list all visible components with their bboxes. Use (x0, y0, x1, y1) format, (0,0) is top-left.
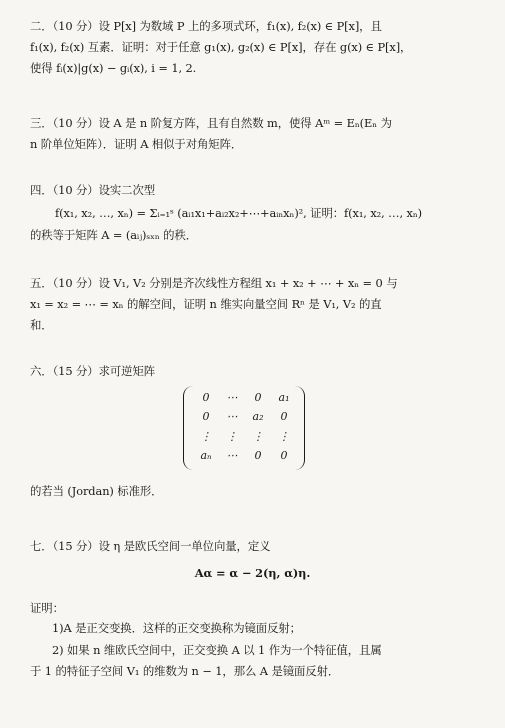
problem-5-line-3: 和． (30, 318, 53, 332)
problem-4-line-2: f(x₁, x₂, …, xₙ) = Σᵢ₌₁ˢ (aᵢ₁x₁+aᵢ₂x₂+⋯+aᵢₙxₙ)², 证明：f(x₁, x₂, …, xₙ) (55, 206, 423, 220)
problem-4-line-3: 的秩等于矩阵 A = (aᵢⱼ)ₛₓₙ 的秩． (30, 228, 198, 242)
problem-3-line-2: n 阶单位矩阵）．证明 A 相似于对角矩阵． (30, 137, 243, 151)
problem-3-line-1: 三．（10 分）设 A 是 n 阶复方阵，且有自然数 m，使得 Aᵐ = Eₙ(Eₙ 为 (30, 116, 392, 130)
problem-6-line-1: 六．（15 分）求可逆矩阵 (30, 364, 156, 378)
problem-2-line-2: f₁(x), f₂(x) 互素．证明：对于任意 g₁(x), g₂(x) ∈ P[x]，存在 g(x) ∈ P[x]， (30, 40, 412, 54)
matrix-cell: 0 (254, 391, 262, 404)
problem-7-part-1: 1)A 是正交变换．这样的正交变换称为镜面反射； (52, 621, 301, 635)
problem-7-proof-label: 证明： (30, 601, 64, 615)
matrix-cell: 0 (202, 410, 210, 423)
problem-7-line-1: 七．（15 分）设 η 是欧氏空间一单位向量，定义 (30, 539, 271, 553)
matrix-cell: 0 (280, 410, 288, 423)
matrix-cell: a₁ (278, 391, 290, 404)
matrix-left-paren (183, 386, 194, 470)
matrix-cell: ⋮ (278, 430, 290, 443)
matrix-cell: aₙ (200, 449, 212, 462)
problem-7-formula: Aα = α − 2(η, α)η. (194, 566, 311, 580)
problem-6-line-2: 的若当 (Jordan) 标准形． (30, 484, 163, 498)
problem-2-line-3: 使得 fᵢ(x)|g(x) − gᵢ(x), i = 1, 2. (30, 61, 197, 75)
matrix-cell: ⋮ (252, 430, 264, 443)
problem-5-line-1: 五．（10 分）设 V₁, V₂ 分别是齐次线性方程组 x₁ + x₂ + ⋯ + xₙ = 0 与 (30, 276, 398, 290)
matrix-right-paren (294, 386, 305, 470)
problem-2-line-1: 二．（10 分）设 P[x] 为数域 P 上的多项式环，f₁(x), f₂(x) ∈ P[x]，且 (30, 19, 382, 33)
matrix-cell: ⋯ (226, 410, 238, 423)
matrix-cell: 0 (280, 449, 288, 462)
problem-4-line-1: 四．（10 分）设实二次型 (30, 183, 156, 197)
problem-5-line-2: x₁ = x₂ = ⋯ = xₙ 的解空间，证明 n 维实向量空间 Rⁿ 是 V₁, V₂ 的直 (30, 297, 382, 311)
matrix-cell: ⋯ (226, 391, 238, 404)
matrix-cell: ⋮ (200, 430, 212, 443)
matrix-cell: ⋮ (226, 430, 238, 443)
matrix-cell: 0 (202, 391, 210, 404)
problem-7-part-2-line-2: 于 1 的特征子空间 V₁ 的维数为 n − 1，那么 A 是镜面反射． (30, 664, 340, 678)
jordan-matrix (183, 386, 305, 470)
problem-7-part-2-line-1: 2) 如果 n 维欧氏空间中，正交变换 A 以 1 作为一个特征值，且属 (52, 643, 382, 657)
matrix-cell: ⋯ (226, 449, 238, 462)
matrix-cell: 0 (254, 449, 262, 462)
matrix-cell: a₂ (252, 410, 264, 423)
